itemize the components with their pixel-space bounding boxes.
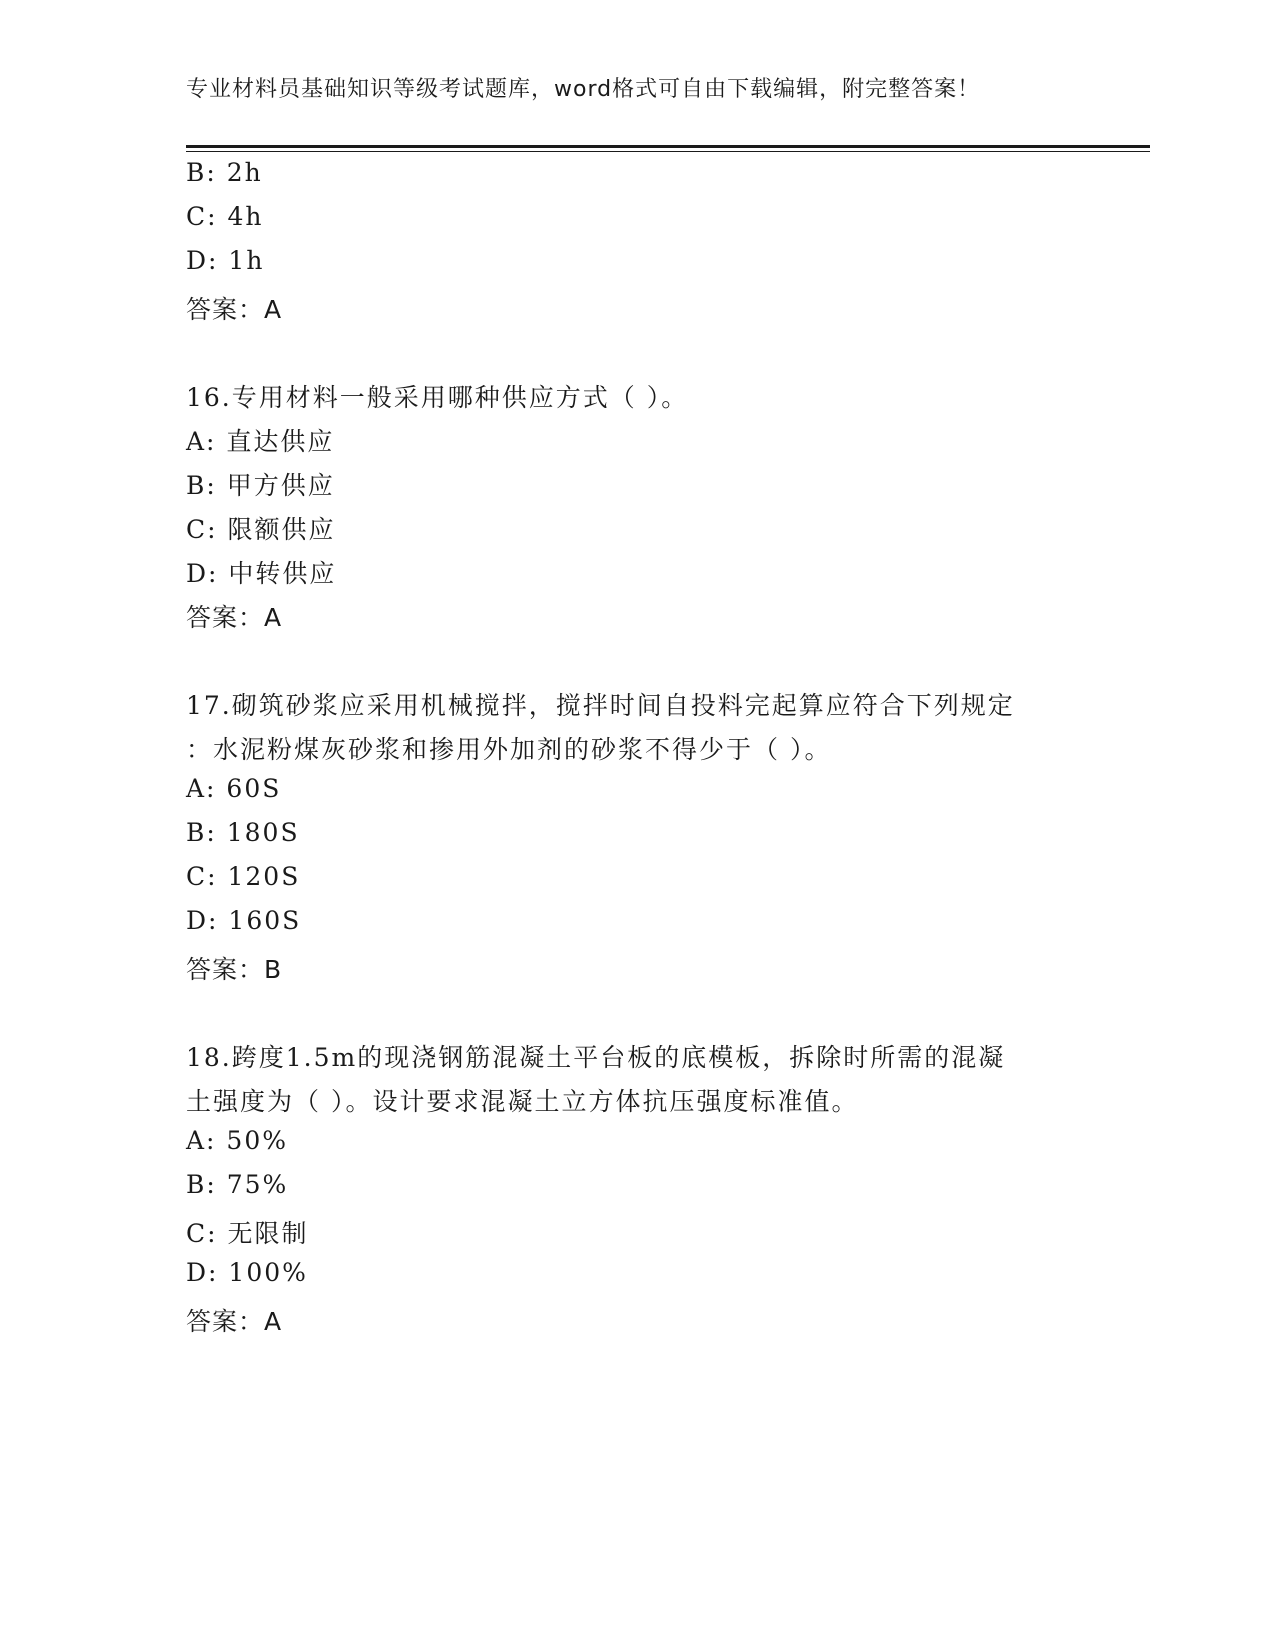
question-17-stem-line2: ：水泥粉煤灰砂浆和掺用外加剂的砂浆不得少于（ ）。 xyxy=(186,735,832,764)
question-18-stem-line2: 土强度为（ ）。设计要求混凝土立方体抗压强度标准值。 xyxy=(186,1087,859,1116)
option-c: C: 4h xyxy=(186,202,264,231)
q17-option-a: A: 60S xyxy=(186,774,282,803)
q16-option-c: C: 限额供应 xyxy=(186,515,336,544)
header-rule-thick xyxy=(186,145,1150,148)
header-rule-thin xyxy=(186,151,1150,152)
q17-option-b: B: 180S xyxy=(186,818,300,847)
q18-option-d: D: 100% xyxy=(186,1258,308,1287)
q18-option-b: B: 75% xyxy=(186,1170,289,1199)
q17-option-d: D: 160S xyxy=(186,906,302,935)
question-17-stem-line1: 17.砌筑砂浆应采用机械搅拌，搅拌时间自投料完起算应符合下列规定 xyxy=(186,691,1015,720)
q16-answer: 答案：A xyxy=(186,603,283,632)
question-16-stem: 16.专用材料一般采用哪种供应方式（ ）。 xyxy=(186,383,689,412)
option-b: B: 2h xyxy=(186,158,263,187)
q16-option-b: B: 甲方供应 xyxy=(186,471,335,500)
answer: 答案：A xyxy=(186,295,283,324)
q18-answer: 答案：A xyxy=(186,1307,283,1336)
q18-option-a: A: 50% xyxy=(186,1126,288,1155)
question-18-stem-line1: 18.跨度1.5m的现浇钢筋混凝土平台板的底模板，拆除时所需的混凝 xyxy=(186,1043,1006,1072)
q18-option-c: C: 无限制 xyxy=(186,1219,309,1248)
page-header: 专业材料员基础知识等级考试题库，word格式可自由下载编辑，附完整答案！ xyxy=(186,77,981,102)
q17-answer: 答案：B xyxy=(186,955,283,984)
q17-option-c: C: 120S xyxy=(186,862,301,891)
q16-option-d: D: 中转供应 xyxy=(186,559,337,588)
q16-option-a: A: 直达供应 xyxy=(186,427,335,456)
option-d: D: 1h xyxy=(186,246,265,275)
